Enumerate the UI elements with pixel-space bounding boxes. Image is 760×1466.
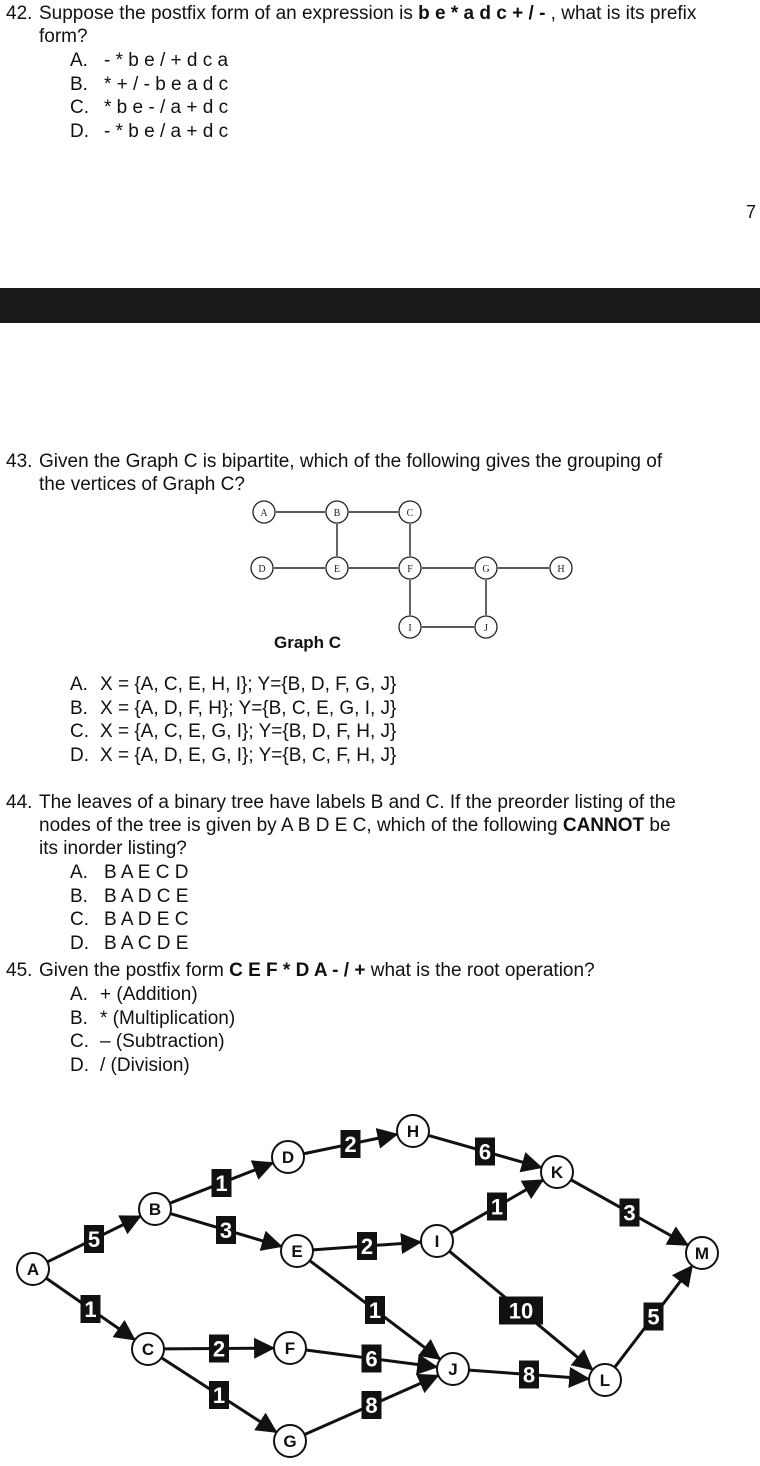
- option-text: / (Division): [100, 1054, 190, 1076]
- vertex-label: E: [333, 564, 341, 575]
- option-letter: B.: [70, 1007, 88, 1029]
- emphasis-cannot: CANNOT: [562, 815, 645, 836]
- edge-weight-label: 6: [365, 1346, 378, 1372]
- question-number: 44.: [6, 792, 33, 813]
- edge-weight-label: 8: [522, 1362, 536, 1388]
- edge-weight-label: 1: [490, 1194, 504, 1220]
- edge-weight-label: 1: [368, 1298, 382, 1323]
- vertex-label: F: [407, 564, 413, 575]
- option-d[interactable]: [70, 120, 228, 144]
- option-text: - * b e / + d c a: [104, 50, 229, 71]
- node-label: D: [281, 1148, 295, 1167]
- weighted-network-diagram: [0, 1100, 760, 1466]
- edge-weight-label: 3: [219, 1218, 233, 1243]
- option-letter: C.: [70, 97, 89, 118]
- node-label: K: [550, 1163, 564, 1182]
- options-42: [70, 49, 228, 143]
- edge-weight-label: 8: [365, 1393, 378, 1418]
- option-letter: D.: [70, 120, 89, 142]
- edge-weight-label: 5: [647, 1304, 660, 1330]
- option-letter: C.: [70, 1031, 89, 1052]
- vertex-label: B: [333, 508, 341, 519]
- option-d[interactable]: [70, 744, 396, 768]
- graph-c-vertex-labels: [258, 508, 564, 634]
- option-text: B A E C D: [104, 862, 189, 883]
- option-c[interactable]: [70, 908, 188, 932]
- postfix-expression: C E F * D A - / +: [229, 960, 366, 981]
- option-letter: B.: [70, 73, 88, 95]
- option-a[interactable]: [70, 49, 228, 73]
- edge-weight-label: 1: [215, 1171, 228, 1196]
- option-letter: C.: [70, 721, 89, 742]
- node-label: J: [448, 1360, 458, 1379]
- question-number: 43.: [6, 451, 33, 472]
- question-text: The leaves of a binary tree have labels B and C. If the preorder listing of the: [39, 792, 676, 813]
- option-b[interactable]: [70, 1007, 235, 1031]
- edge-weight-label: 5: [87, 1227, 101, 1252]
- node-label: A: [26, 1260, 40, 1279]
- option-text: * (Multiplication): [100, 1007, 236, 1029]
- node-label: G: [283, 1432, 297, 1451]
- option-b[interactable]: [70, 73, 228, 97]
- option-b[interactable]: [70, 697, 396, 721]
- question-text: the vertices of Graph C?: [39, 474, 245, 495]
- option-text: * b e - / a + d c: [104, 97, 229, 118]
- question-42: [6, 2, 756, 48]
- question-text: be: [644, 815, 671, 836]
- node-label: F: [284, 1339, 296, 1358]
- edge-weight-label: 2: [344, 1132, 357, 1157]
- question-number: 42.: [6, 3, 33, 24]
- page-divider-bar: [0, 288, 760, 323]
- option-letter: D.: [70, 932, 89, 954]
- option-letter: B.: [70, 697, 88, 719]
- option-text: – (Subtraction): [100, 1031, 225, 1052]
- question-text: , what is its prefix: [545, 3, 697, 24]
- postfix-expression: b e * a d c + / -: [418, 3, 546, 24]
- option-a[interactable]: [70, 673, 396, 697]
- question-43: [6, 450, 756, 496]
- option-text: X = {A, C, E, H, I}; Y={B, D, F, G, J}: [100, 674, 397, 695]
- edge-weight-label: 1: [84, 1297, 97, 1322]
- edge-weight-label: 3: [623, 1200, 636, 1226]
- option-letter: C.: [70, 909, 89, 930]
- option-d[interactable]: [70, 1054, 235, 1078]
- option-letter: D.: [70, 1054, 89, 1076]
- option-text: B A C D E: [104, 932, 189, 954]
- edge-weight-label: 2: [360, 1234, 374, 1259]
- vertex-label: I: [408, 623, 412, 634]
- option-text: + (Addition): [100, 984, 198, 1005]
- vertex-label: J: [484, 623, 488, 634]
- option-c[interactable]: [70, 720, 396, 744]
- node-label: C: [141, 1340, 155, 1359]
- node-label: L: [599, 1371, 611, 1390]
- edge-weight-label: 2: [212, 1336, 226, 1362]
- options-44: [70, 861, 188, 955]
- node-label: E: [291, 1242, 303, 1261]
- node-label: I: [434, 1232, 440, 1251]
- question-text: nodes of the tree is given by A B D E C, which of the following: [39, 815, 563, 836]
- option-text: B A D C E: [104, 885, 189, 907]
- question-text: what is the root operation?: [365, 960, 595, 981]
- option-b[interactable]: [70, 885, 188, 909]
- question-number: 45.: [6, 960, 33, 981]
- option-text: B A D E C: [104, 909, 189, 930]
- question-45: [6, 959, 756, 982]
- option-letter: A.: [70, 50, 88, 71]
- option-a[interactable]: [70, 983, 235, 1007]
- node-label: M: [694, 1244, 710, 1263]
- node-label: B: [148, 1200, 162, 1219]
- vertex-label: C: [406, 508, 414, 519]
- option-text: * + / - b e a d c: [104, 73, 229, 95]
- vertex-label: A: [260, 508, 268, 519]
- option-c[interactable]: [70, 96, 228, 120]
- option-text: X = {A, D, F, H}; Y={B, C, E, G, I, J}: [100, 697, 397, 719]
- edge-weight-label: 10: [508, 1298, 534, 1324]
- network-weights: [81, 1130, 664, 1419]
- option-letter: A.: [70, 984, 88, 1005]
- graph-caption: Graph C: [274, 633, 342, 652]
- question-text: Given the postfix form: [39, 960, 230, 981]
- option-letter: D.: [70, 744, 89, 766]
- option-text: - * b e / a + d c: [104, 120, 229, 142]
- question-44: [6, 791, 756, 860]
- option-text: X = {A, C, E, G, I}; Y={B, D, F, H, J}: [100, 721, 397, 742]
- node-label: H: [406, 1122, 420, 1141]
- vertex-label: H: [557, 564, 565, 575]
- options-45: [70, 983, 235, 1077]
- edge-weight-label: 6: [478, 1139, 492, 1165]
- graph-c-figure: [0, 495, 760, 655]
- option-letter: B.: [70, 885, 88, 907]
- vertex-label: D: [258, 564, 266, 575]
- edge-weight-label: 1: [212, 1383, 226, 1408]
- question-text: Given the Graph C is bipartite, which of the following gives the grouping of: [39, 451, 663, 472]
- option-a[interactable]: [70, 861, 188, 885]
- option-letter: A.: [70, 862, 88, 883]
- question-text: Suppose the postfix form of an expression is: [39, 3, 419, 24]
- page-number: 7: [745, 202, 756, 222]
- option-d[interactable]: [70, 932, 188, 956]
- vertex-label: G: [482, 564, 490, 575]
- option-text: X = {A, D, E, G, I}; Y={B, C, F, H, J}: [100, 744, 397, 766]
- question-text: form?: [39, 26, 88, 47]
- options-43: [70, 673, 396, 767]
- option-c[interactable]: [70, 1030, 235, 1054]
- option-letter: A.: [70, 674, 88, 695]
- question-text: its inorder listing?: [39, 838, 187, 859]
